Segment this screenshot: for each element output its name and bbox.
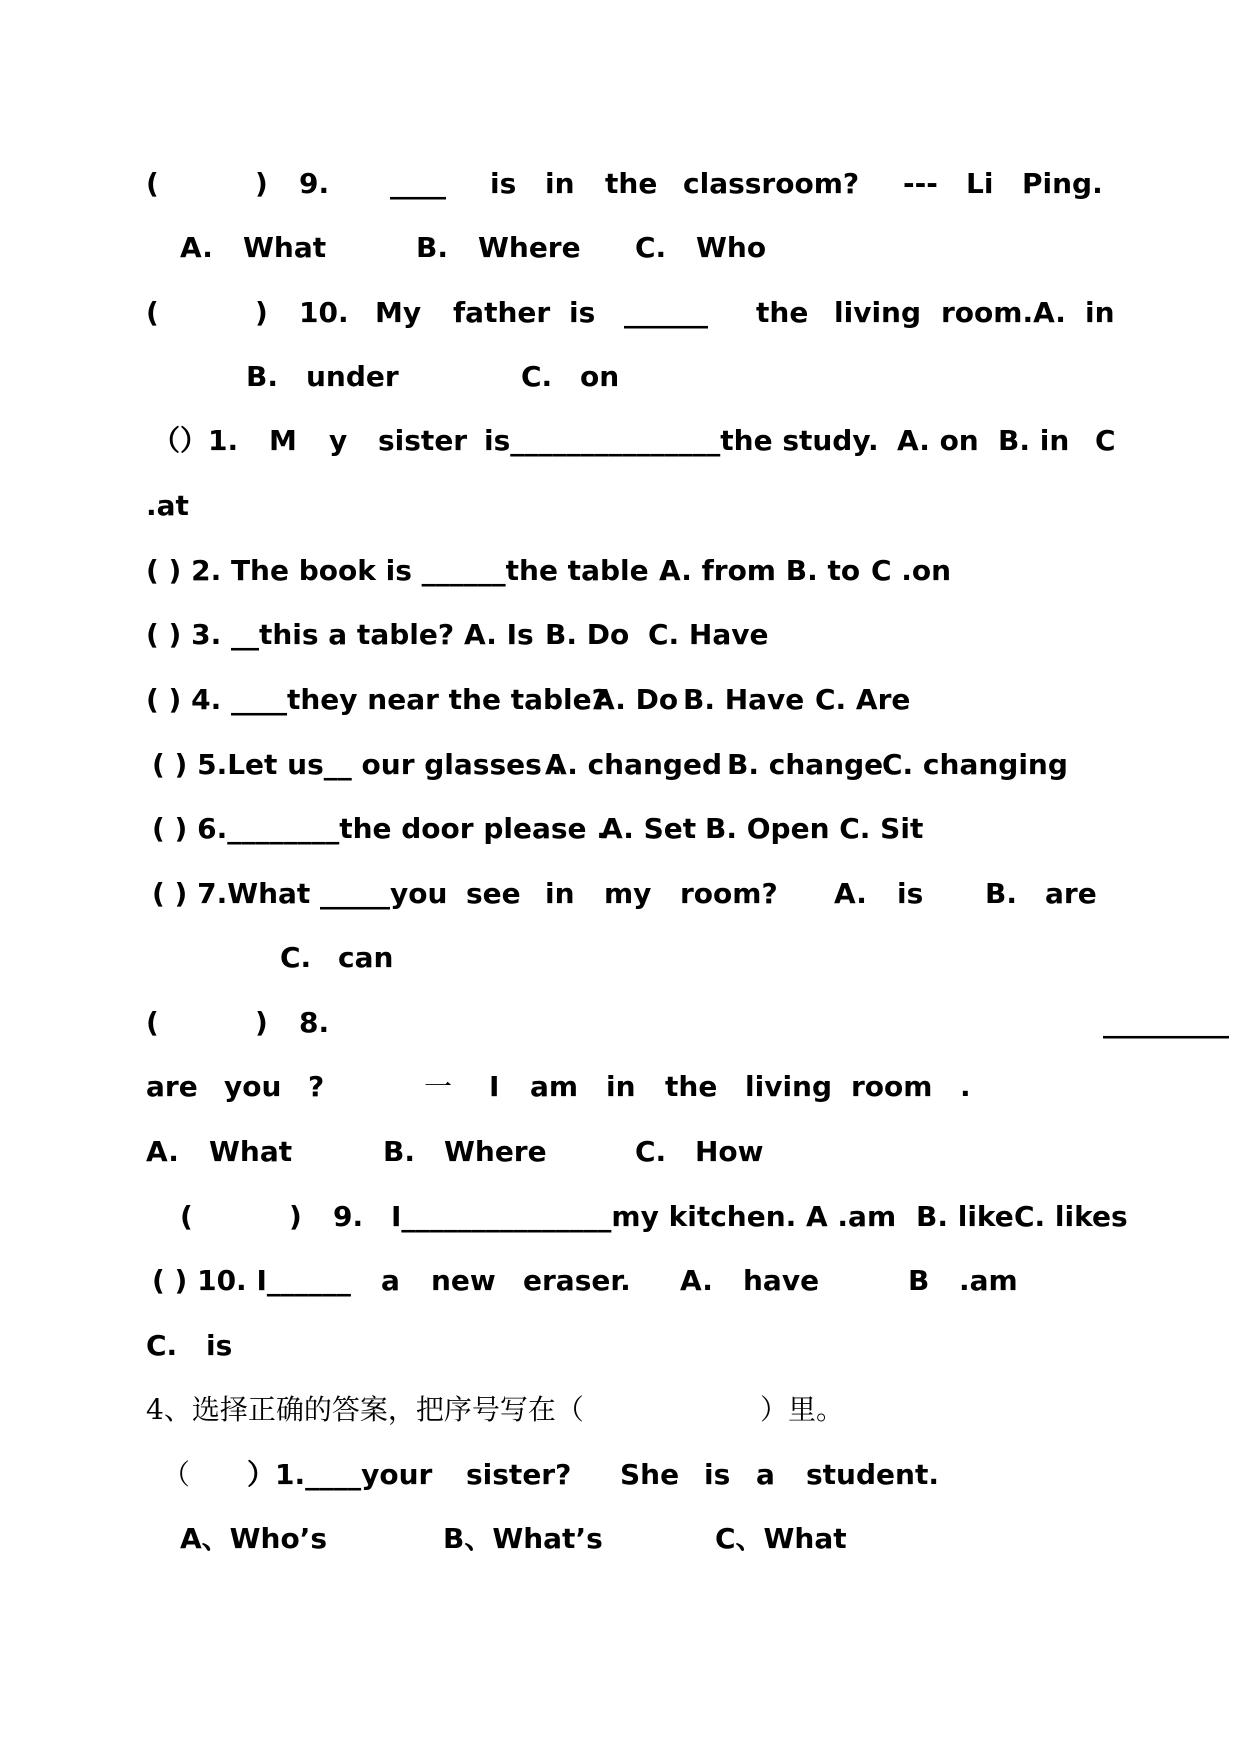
option-text: C、What <box>715 1522 847 1555</box>
option-text: B. in <box>998 424 1070 457</box>
question-text: ( ) 2. The book is ______the table . <box>146 554 669 587</box>
option-letter: A. <box>180 231 213 264</box>
options-line <box>0 486 1241 526</box>
question-9-kitchen-line <box>0 1197 1241 1237</box>
option-text: B、What’s <box>443 1522 603 1555</box>
answer-paren-close: ) <box>255 296 268 329</box>
option-text: A. changed <box>545 748 723 781</box>
question-text: I_______________my kitchen. <box>391 1200 797 1233</box>
question-word: in <box>1085 296 1115 329</box>
question-3-table-line <box>0 615 1241 655</box>
option-text: A. from B. to <box>659 554 861 587</box>
option-text: Where <box>478 231 581 264</box>
option-letter: B. <box>416 231 448 264</box>
question-word: is <box>490 167 517 200</box>
option-letter: C. <box>521 360 553 393</box>
answer-dash: 一 <box>424 1070 453 1103</box>
question-text: ( ) 3. __this a table? <box>146 618 455 651</box>
option-text: A. Set <box>601 812 697 845</box>
option-letter: C. <box>146 1329 178 1362</box>
question-word: the <box>756 296 809 329</box>
option-text: under <box>306 360 399 393</box>
question-word: the <box>665 1070 718 1103</box>
option-letter: B <box>908 1264 930 1297</box>
options-line <box>0 228 1241 268</box>
question-7-room-line <box>0 874 1241 914</box>
question-word: living <box>834 296 922 329</box>
option-text: C. changing <box>882 748 1068 781</box>
question-word: new <box>431 1264 496 1297</box>
question-word: room <box>851 1070 933 1103</box>
question-word: My <box>375 296 422 329</box>
option-text: B. change <box>727 748 884 781</box>
question-1-your-sister-line <box>0 1455 1241 1495</box>
question-word: father <box>453 296 551 329</box>
question-number: （）1. <box>152 424 239 457</box>
option-text: What <box>243 231 327 264</box>
option-text: .am <box>959 1264 1018 1297</box>
question-word: classroom? <box>683 167 860 200</box>
option-text: are <box>1045 877 1097 910</box>
option-letter: A. <box>834 877 867 910</box>
question-8-continued-line <box>0 1067 1241 1107</box>
question-word: in <box>545 167 575 200</box>
options-line <box>0 357 1241 397</box>
question-word: in <box>545 877 575 910</box>
option-text: on <box>580 360 620 393</box>
option-text: have <box>743 1264 820 1297</box>
option-text: How <box>695 1135 764 1168</box>
option-text: A. Is <box>464 618 534 651</box>
options-line <box>0 1132 1241 1172</box>
option-text: .at <box>146 489 189 522</box>
option-text: can <box>338 941 394 974</box>
question-word: . <box>960 1070 971 1103</box>
question-word: sister? <box>466 1458 572 1491</box>
option-letter: B. <box>383 1135 415 1168</box>
answer-paren-close: ) <box>255 1006 268 1039</box>
question-6-door-line <box>0 809 1241 849</box>
option-letter: C. <box>280 941 312 974</box>
option-text: B. Open C. Sit <box>705 812 924 845</box>
answer-paren-close: ) <box>289 1200 302 1233</box>
question-number: 8. <box>299 1006 330 1039</box>
question-text: ( ) 5.Let us__ our glasses . <box>152 748 563 781</box>
question-1-sister-line <box>0 421 1241 461</box>
question-9-where-line <box>0 164 1241 204</box>
question-word: M <box>269 424 297 457</box>
question-word: you <box>224 1070 282 1103</box>
option-text: C. Are <box>815 683 911 716</box>
option-text: C. Have <box>648 618 769 651</box>
question-word: the <box>605 167 658 200</box>
section-instruction-end: ）里。 <box>760 1393 845 1426</box>
option-letter: B. <box>985 877 1017 910</box>
option-letter: A. <box>146 1135 179 1168</box>
question-10-father-line <box>0 293 1241 333</box>
option-text: A .am <box>806 1200 897 1233</box>
option-text: Who <box>696 231 767 264</box>
question-word: room? <box>680 877 778 910</box>
option-text: C .on <box>871 554 952 587</box>
option-letter: B. <box>246 360 278 393</box>
question-word: y <box>329 424 348 457</box>
options-line <box>0 1519 1241 1559</box>
option-text: is <box>897 877 924 910</box>
section-4-heading <box>0 1390 1241 1430</box>
answer-blank: ______ <box>624 296 708 329</box>
question-word: She <box>620 1458 680 1491</box>
option-text: B. Do <box>545 618 630 651</box>
question-number: 9. <box>299 167 330 200</box>
question-word: --- <box>903 167 938 200</box>
question-number: 9. <box>333 1200 364 1233</box>
question-text: ( ) 4. ____they near the table? <box>146 683 608 716</box>
question-word: living <box>745 1070 833 1103</box>
question-word: in <box>606 1070 636 1103</box>
question-word: is <box>704 1458 731 1491</box>
option-text: A、Who’s <box>180 1522 328 1555</box>
option-text: is <box>206 1329 233 1362</box>
question-text: ）1.____your <box>247 1458 433 1491</box>
question-word: student. <box>806 1458 939 1491</box>
question-word: is <box>569 296 596 329</box>
question-10-eraser-line <box>0 1261 1241 1301</box>
question-word: sister <box>378 424 468 457</box>
option-letter: C <box>1095 424 1116 457</box>
answer-paren-open: ( <box>146 296 159 329</box>
question-5-glasses-line <box>0 745 1241 785</box>
question-text: ( ) 6.________the door please . <box>152 812 607 845</box>
section-instruction: 4、选择正确的答案，把序号写在（ <box>146 1393 584 1426</box>
option-text: Where <box>444 1135 547 1168</box>
question-word: Ping. <box>1022 167 1103 200</box>
option-text: A. Do <box>593 683 679 716</box>
option-text: B. Have <box>683 683 805 716</box>
question-word: ? <box>308 1070 325 1103</box>
answer-paren-open: ( <box>146 1006 159 1039</box>
option-text: What <box>209 1135 293 1168</box>
option-text: B. like <box>916 1200 1014 1233</box>
question-word: see <box>466 877 521 910</box>
question-2-book-line <box>0 551 1241 591</box>
question-word: room.A. <box>941 296 1066 329</box>
answer-paren-open: ( <box>146 167 159 200</box>
question-word: am <box>530 1070 579 1103</box>
question-word: my <box>604 877 652 910</box>
answer-paren-open: ( <box>180 1200 193 1233</box>
question-word: a <box>756 1458 775 1491</box>
options-line <box>0 938 1241 978</box>
question-text: ( ) 10. I______ <box>152 1264 351 1297</box>
question-word: are <box>146 1070 198 1103</box>
question-word: I <box>489 1070 500 1103</box>
question-text: ( ) 7.What _____you <box>152 877 448 910</box>
answer-paren-close: ) <box>255 167 268 200</box>
question-word: a <box>381 1264 400 1297</box>
question-4-near-line <box>0 680 1241 720</box>
question-number: 10. <box>299 296 349 329</box>
option-letter: C. <box>635 231 667 264</box>
answer-blank: _________ <box>1103 1006 1229 1039</box>
answer-paren-open: （ <box>162 1458 191 1491</box>
options-line <box>0 1326 1241 1366</box>
option-letter: C. <box>635 1135 667 1168</box>
question-word: eraser. <box>523 1264 631 1297</box>
question-text: is_______________the study. <box>484 424 879 457</box>
question-8-line <box>0 1003 1241 1043</box>
option-text: A. on <box>897 424 979 457</box>
option-letter: A. <box>680 1264 713 1297</box>
question-word: Li <box>966 167 994 200</box>
option-text: C. likes <box>1014 1200 1128 1233</box>
answer-blank: ____ <box>390 167 446 200</box>
